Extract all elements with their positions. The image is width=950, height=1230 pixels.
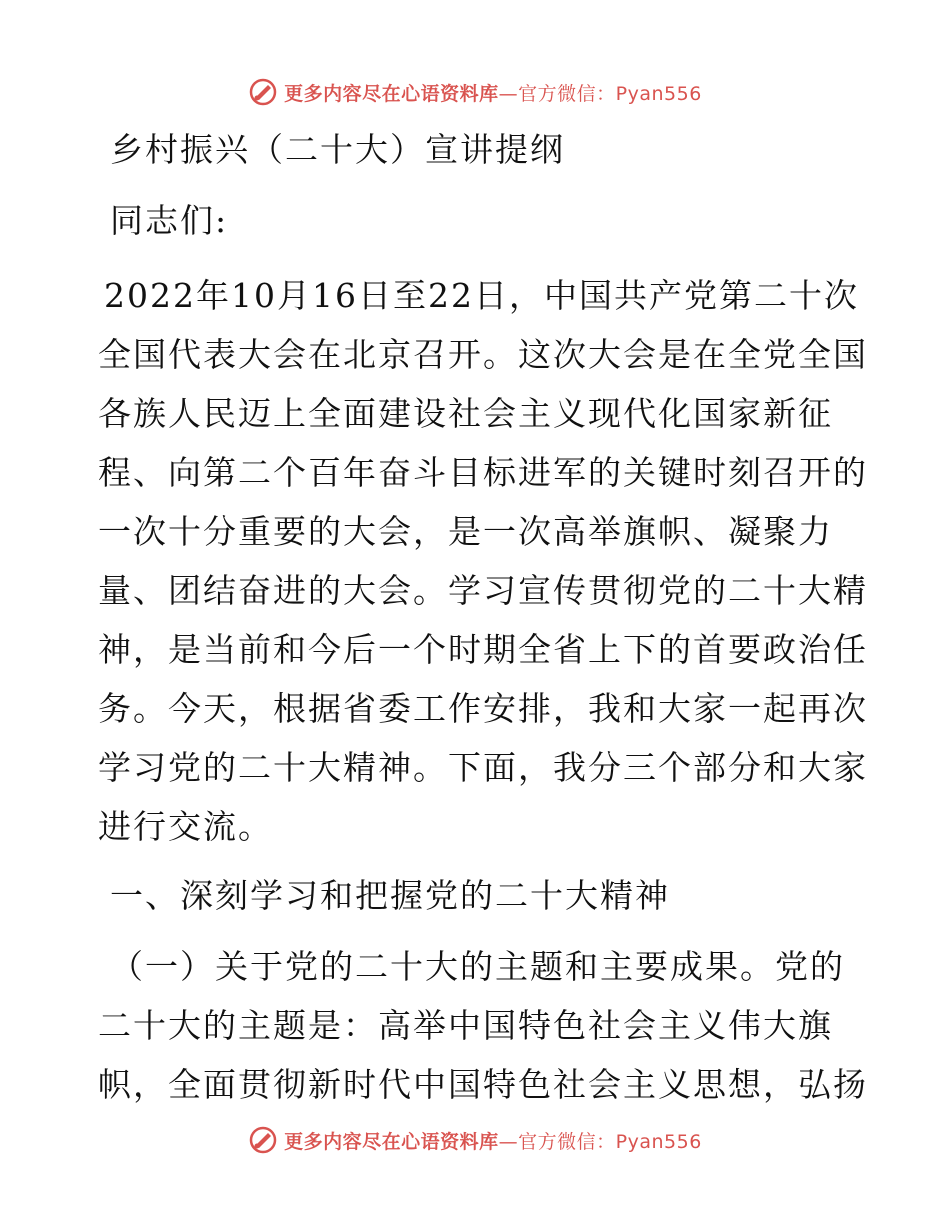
brush-logo-icon <box>248 77 278 107</box>
paragraph-line: 程、向第二个百年奋斗目标进军的关键时刻召开的 <box>98 453 868 492</box>
document-title: 乡村振兴（二十大）宣讲提纲 <box>110 130 565 169</box>
paragraph-line: 二十大的主题是：高举中国特色社会主义伟大旗 <box>98 1006 833 1045</box>
paragraph-line: 学习党的二十大精神。下面，我分三个部分和大家 <box>98 748 868 787</box>
paragraph-line: （一）关于党的二十大的主题和主要成果。党的 <box>110 947 845 986</box>
paragraph-line: 量、团结奋进的大会。学习宣传贯彻党的二十大精 <box>98 571 868 610</box>
paragraph-line: 全国代表大会在北京召开。这次大会是在全党全国 <box>98 335 868 374</box>
paragraph-line: 帜，全面贯彻新时代中国特色社会主义思想，弘扬 <box>98 1065 868 1104</box>
banner-text <box>284 79 702 106</box>
header-banner <box>0 72 950 112</box>
greeting: 同志们: <box>110 201 229 240</box>
paragraph-line: 进行交流。 <box>98 807 273 846</box>
banner-text <box>284 1127 702 1154</box>
banner-site-text: 更多内容尽在心语资料库 <box>284 82 499 105</box>
banner-separator: — <box>498 82 519 105</box>
paragraph-line: 一次十分重要的大会，是一次高举旗帜、凝聚力 <box>98 512 833 551</box>
section-1-heading: 一、深刻学习和把握党的二十大精神 <box>110 876 670 915</box>
footer-banner <box>0 1120 950 1160</box>
paragraph-line: 2022年10月16日至22日，中国共产党第二十次 <box>104 276 859 315</box>
banner-site-text: 更多内容尽在心语资料库 <box>284 1130 499 1153</box>
paragraph-line: 神，是当前和今后一个时期全省上下的首要政治任 <box>98 630 868 669</box>
paragraph-line: 务。今天，根据省委工作安排，我和大家一起再次 <box>98 689 868 728</box>
banner-wechat-text: 官方微信：Pyan556 <box>518 1130 702 1153</box>
banner-wechat-text: 官方微信：Pyan556 <box>518 82 702 105</box>
paragraph-line: 各族人民迈上全面建设社会主义现代化国家新征 <box>98 394 833 433</box>
brush-logo-icon <box>248 1125 278 1155</box>
banner-separator: — <box>498 1130 519 1153</box>
